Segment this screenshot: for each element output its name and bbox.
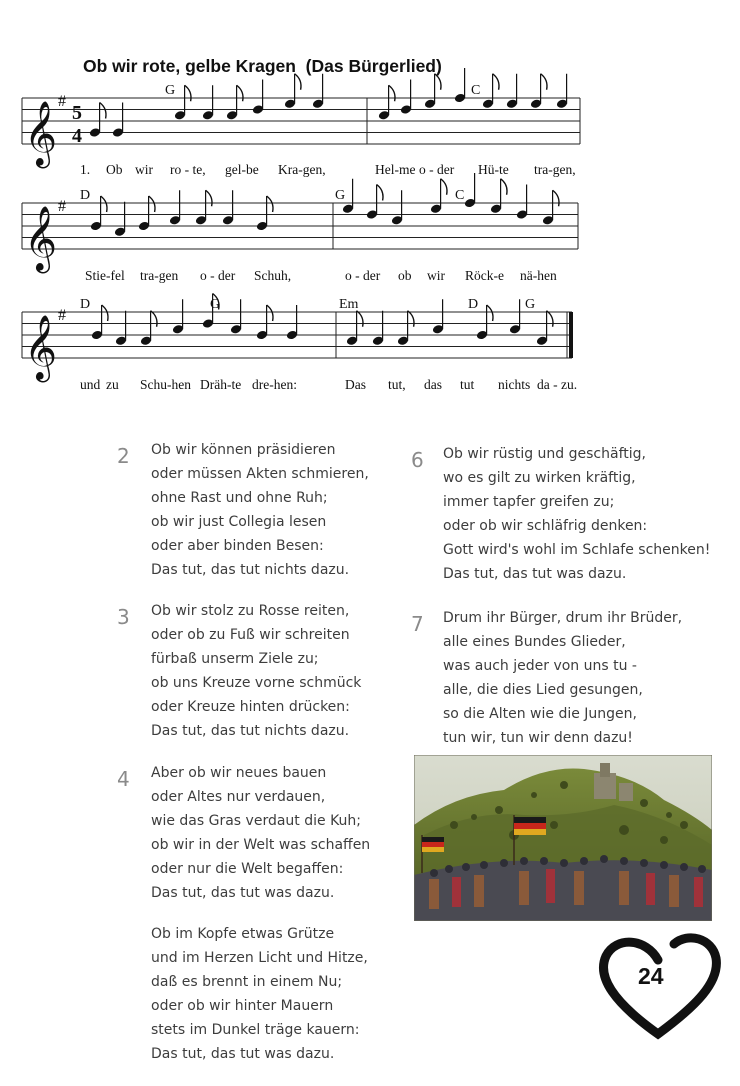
hambach-festival-illustration [414,755,712,921]
chord-symbol: G [525,297,536,312]
lyric-syllable: Ob [106,162,123,177]
verse-line: oder müssen Akten schmieren, [151,466,369,482]
verse-line: oder aber binden Besen: [151,538,324,554]
verse-line: stets im Dunkel träge kauern: [151,1022,360,1038]
verse-line: Das tut, das tut nichts dazu. [151,562,350,578]
lyric-syllable: nä-hen [520,268,557,283]
lyric-syllable: o - der [419,162,455,177]
lyric-syllable: Dräh-te [200,377,242,392]
chord-symbol: Em [339,297,359,312]
treble-clef-icon: 𝄞 [24,101,58,166]
verse-line: Das tut, das tut was dazu. [151,885,335,901]
verse-number: 2 [117,444,130,468]
verse-line: und im Herzen Licht und Hitze, [151,950,368,966]
verse-line: Ob im Kopfe etwas Grütze [151,926,335,942]
treble-clef-icon: 𝄞 [24,206,58,271]
lyric-syllable: dre-hen: [252,377,297,392]
chord-symbol: C [471,83,481,98]
lyric-syllable: das [424,377,442,392]
verse-number: 7 [411,612,424,636]
lyric-syllable: Stie-fel [85,268,125,283]
verse-line: oder nur die Welt begaffen: [151,861,344,877]
verse-line: daß es brennt in einem Nu; [151,974,343,990]
verse-line: was auch jeder von uns tu - [443,658,637,674]
lyric-syllable: tra-gen [140,268,179,283]
verse-line: immer tapfer greifen zu; [443,494,615,510]
note-flag [151,311,157,327]
note-flag [553,190,559,206]
note-flag [357,311,363,327]
note-flag [267,305,273,321]
note-flag [237,85,243,101]
chord-symbol: G [165,83,176,98]
verse-number: 6 [411,448,424,472]
lyric-syllable: 1. [80,162,91,177]
chord-symbol: D [468,297,479,312]
note-flag [101,196,107,212]
verse-line: alle eines Bundes Glieder, [443,634,626,650]
music-score [0,0,740,410]
lyric-syllable: und [80,377,101,392]
verse-line: ob uns Kreuze vorne schmück [151,675,362,691]
lyric-syllable: Kra-gen, [278,162,326,177]
verse-number: 4 [117,767,130,791]
verse-text [151,922,368,1066]
note-flag [547,311,553,327]
chord-symbol: G [210,297,221,312]
verse-line: Ob wir stolz zu Rosse reiten, [151,603,350,619]
chord-symbol: G [335,188,346,203]
note-flag [267,196,273,212]
note-flag [389,85,395,101]
verse-line: Ob wir rüstig und geschäftig, [443,446,646,462]
verse-line: tun wir, tun wir denn dazu! [443,730,633,746]
song-title: Ob wir rote, gelbe Kragen (Das Bürgerlied) [83,56,442,76]
verse-text [151,761,370,905]
chord-symbol: C [455,188,465,203]
verse-line: ob wir in der Welt was schaffen [151,837,371,853]
note-flag [100,103,106,119]
final-barline-thick [569,312,573,358]
note-flag [185,85,191,101]
treble-clef-icon: 𝄞 [24,315,58,380]
lyric-syllable: Schu-hen [140,377,191,392]
verse-line: oder ob zu Fuß wir schreiten [151,627,350,643]
note-flag [487,305,493,321]
verse-line: oder ob wir hinter Mauern [151,998,334,1014]
key-signature-sharp: # [58,198,66,215]
verse-line: Gott wird's wohl im Schlafe schenken! [443,542,711,558]
lyric-syllable: o - der [345,268,381,283]
verse-text [151,599,361,743]
note-flag [295,74,301,90]
chord-symbol: D [80,297,91,312]
verse-line: ohne Rast und ohne Ruh; [151,490,328,506]
page-number: 24 [638,963,664,989]
verse-text [443,606,682,750]
verse-line: oder ob wir schläfrig denken: [443,518,648,534]
lyric-syllable: Hel-me [375,162,416,177]
note-flag [377,185,383,201]
lyric-syllable: da - zu. [537,377,578,392]
key-signature-sharp: # [58,93,66,110]
verse-line: Drum ihr Bürger, drum ihr Brüder, [443,610,683,626]
verse-text [151,438,369,582]
chord-symbol: D [80,188,91,203]
lyric-syllable: o - der [200,268,236,283]
verse-line: fürbaß unserm Ziele zu; [151,651,319,667]
lyric-syllable: ro - te, [170,162,206,177]
lyric-syllable: Das [345,377,366,392]
lyric-syllable: wir [427,268,445,283]
verse-line: Das tut, das tut nichts dazu. [151,723,350,739]
verse-line: so die Alten wie die Jungen, [443,706,637,722]
lyric-syllable: zu [106,377,119,392]
verse-line: Aber ob wir neues bauen [151,765,327,781]
time-signature-bottom: 4 [72,125,82,147]
note-flag [493,74,499,90]
lyric-syllable: Schuh, [254,268,292,283]
note-flag [435,74,441,90]
lyric-syllable: wir [135,162,153,177]
key-signature-sharp: # [58,307,66,324]
verse-line: Das tut, das tut was dazu. [151,1046,335,1062]
lyric-syllable: Röck-e [465,268,504,283]
note-flag [149,196,155,212]
verse-line: wie das Gras verdaut die Kuh; [151,813,362,829]
verse-text [443,442,710,586]
lyric-syllable: tut, [388,377,406,392]
lyric-syllable: gel-be [225,162,259,177]
note-flag [501,179,507,195]
note-flag [206,190,212,206]
verse-line: wo es gilt zu wirken kräftig, [443,470,636,486]
lyric-syllable: tut [460,377,475,392]
verse-line: Ob wir können präsidieren [151,442,336,458]
verse-line: oder Kreuze hinten drücken: [151,699,350,715]
time-signature-top: 5 [72,102,82,124]
lyric-syllable: ob [398,268,412,283]
note-flag [441,179,447,195]
lyric-syllable: tra-gen, [534,162,576,177]
note-flag [541,74,547,90]
note-flag [408,311,414,327]
verse-line: Das tut, das tut was dazu. [443,566,627,582]
verse-line: oder Altes nur verdauen, [151,789,326,805]
verse-number: 3 [117,605,130,629]
verse-line: alle, die dies Lied gesungen, [443,682,643,698]
note-flag [102,305,108,321]
lyric-syllable: nichts [498,377,531,392]
lyric-syllable: Hü-te [478,162,509,177]
verse-line: ob wir just Collegia lesen [151,514,327,530]
